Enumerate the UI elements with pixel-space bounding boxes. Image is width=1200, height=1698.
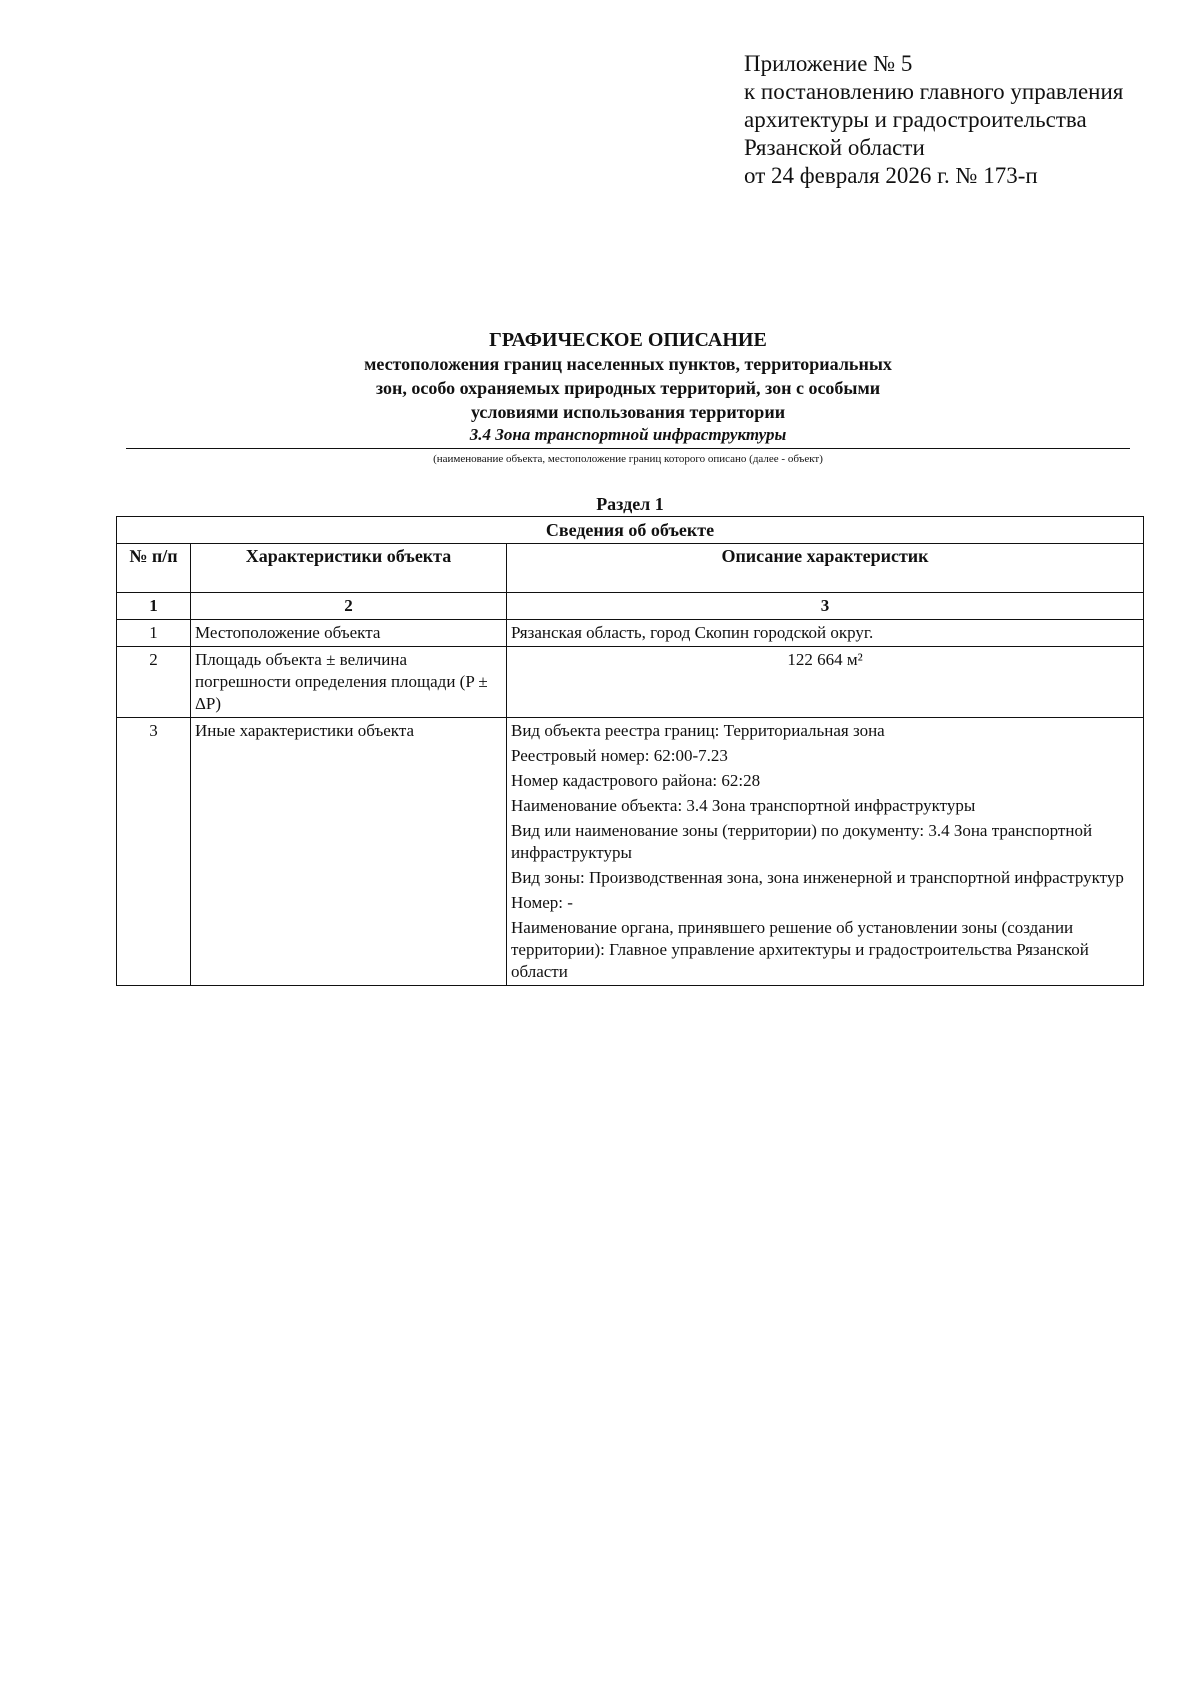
object-name: 3.4 Зона транспортной инфраструктуры [126, 424, 1130, 449]
table-caption-row [117, 517, 1144, 544]
document-title: ГРАФИЧЕСКОЕ ОПИСАНИЕ [489, 329, 767, 351]
column-number: 3 [507, 593, 1144, 620]
row-characteristic: Местоположение объекта [191, 620, 507, 647]
row-number: 3 [117, 718, 191, 986]
appendix-line: Приложение № 5 [744, 51, 913, 76]
column-number: 1 [117, 593, 191, 620]
appendix-line: Рязанской области [744, 135, 925, 160]
row-number: 1 [117, 620, 191, 647]
row-number: 2 [117, 647, 191, 718]
row-characteristic: Площадь объекта ± величина погрешности определения площади (P ± ΔP) [191, 647, 507, 718]
column-number-row [117, 593, 1144, 620]
column-header-characteristic: Характеристики объекта [191, 544, 507, 593]
column-number: 2 [191, 593, 507, 620]
title-block [126, 328, 1130, 467]
section-title: Раздел 1 [596, 494, 664, 514]
description-line: Вид или наименование зоны (территории) по документу: 3.4 Зона транспортной инфраструктуры [511, 821, 1093, 862]
description-line: Номер кадастрового района: 62:28 [511, 771, 761, 790]
document-subtitle-line: местоположения границ населенных пунктов, территориальных [364, 354, 892, 374]
appendix-line: архитектуры и градостроительства [744, 107, 1087, 132]
description-line: Вид объекта реестра границ: Территориальная зона [511, 721, 885, 740]
row-description: 122 664 м² [507, 647, 1144, 718]
appendix-line: к постановлению главного управления [744, 79, 1124, 104]
table-row [117, 620, 1144, 647]
description-line: Наименование органа, принявшего решение об установлении зоны (создании территории): Главное управление архитектуры и градостроительства Рязанской области [511, 918, 1089, 981]
row-characteristic: Иные характеристики объекта [191, 718, 507, 986]
column-header-description: Описание характеристик [507, 544, 1144, 593]
description-line: Вид зоны: Производственная зона, зона инженерной и транспортной инфраструктур [511, 868, 1124, 887]
appendix-block [744, 50, 1123, 190]
table-header-row [117, 544, 1144, 593]
table-row [117, 647, 1144, 718]
object-name-caption: (наименование объекта, местоположение границ которого описано (далее - объект) [433, 453, 823, 465]
row-description [507, 718, 1144, 986]
row-description: Рязанская область, город Скопин городской округ. [507, 620, 1144, 647]
document-subtitle-line: зон, особо охраняемых природных территорий, зон с особыми [375, 378, 881, 398]
appendix-line: от 24 февраля 2026 г. № 173-п [744, 163, 1038, 188]
description-line: Реестровый номер: 62:00-7.23 [511, 746, 728, 765]
table-caption: Сведения об объекте [117, 517, 1144, 544]
description-line: Номер: - [511, 893, 573, 912]
document-subtitle-line: условиями использования территории [470, 402, 786, 422]
description-line: Наименование объекта: 3.4 Зона транспортной инфраструктуры [511, 796, 976, 815]
column-header-num: № п/п [117, 544, 191, 593]
object-info-table [116, 516, 1144, 986]
table-row [117, 718, 1144, 986]
